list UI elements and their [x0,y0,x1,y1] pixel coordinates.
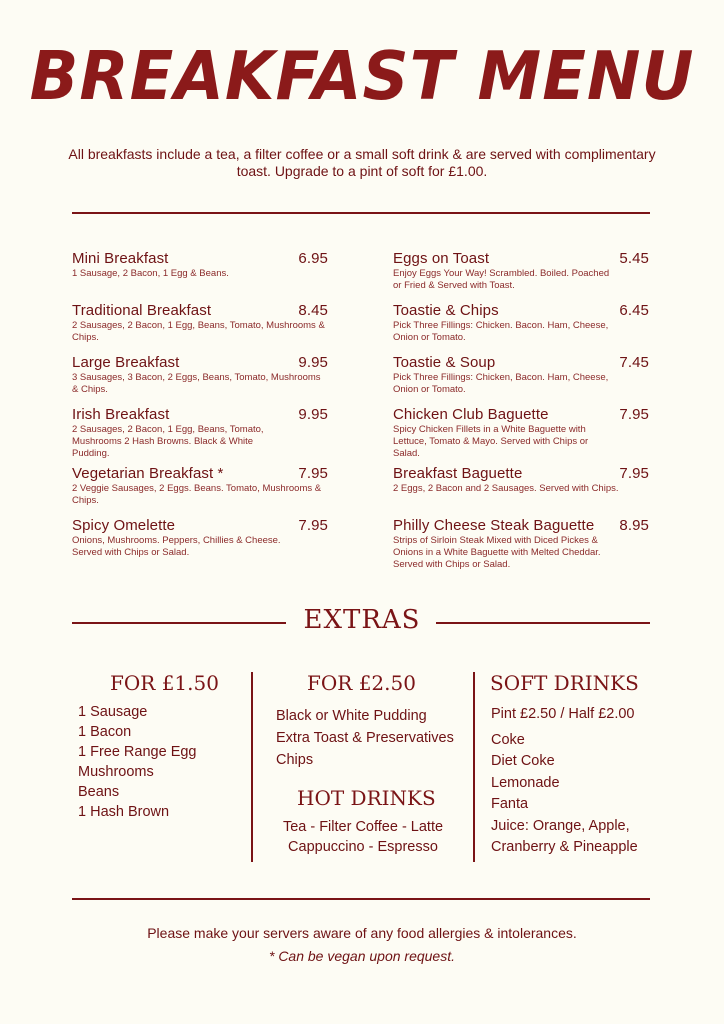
menu-item [393,354,649,396]
list-item: Cranberry & Pineapple [491,839,638,855]
list-item: Chips [276,752,314,768]
list-item: Diet Coke [491,753,555,769]
item-price: 6.45 [619,302,649,319]
menu-item [72,465,328,507]
item-name: Toastie & Chips [393,302,499,319]
list-item: Juice: Orange, Apple, [491,817,630,834]
item-name: Vegetarian Breakfast * [72,465,224,482]
menu-item [72,406,328,460]
item-name: Eggs on Toast [393,250,490,267]
item-price: 5.45 [619,250,649,267]
menu-item [72,302,328,344]
soft-drinks-heading: SOFT DRINKS [490,671,639,695]
intro-text: All breakfasts include a tea, a filter coffee or a small soft drink & are served with complimentary toast. Upgrade to a pint of soft for £1.00. [68,146,656,179]
item-name: Spicy Omelette [72,517,176,534]
menu-item [72,250,328,280]
item-price: 6.95 [298,250,328,267]
menu-item [393,406,649,460]
divider-bottom [72,898,650,900]
item-price: 8.95 [619,517,649,534]
item-description: 2 Sausages, 2 Bacon, 1 Egg, Beans, Tomato, Mushrooms & Chips. [72,320,325,343]
extras-rule-right [436,622,650,624]
item-name: Philly Cheese Steak Baguette [393,517,595,534]
vegan-note-text: Can be vegan upon request. [278,948,456,964]
extras-heading-1-50: FOR £1.50 [110,671,219,695]
item-description: Spicy Chicken Fillets in a White Baguette with Lettuce, Tomato & Mayo. Served with Chips or Salad. [393,424,589,459]
list-item: Black or White Pudding [276,708,427,724]
list-item: 1 Bacon [78,724,132,740]
item-name: Breakfast Baguette [393,465,523,482]
item-description: Strips of Sirloin Steak Mixed with Diced Pickes & Onions in a White Baguette with Melted Cheddar. Served with Chips or Salad. [393,535,601,570]
soft-drinks-list [491,704,638,859]
item-price: 7.45 [619,354,649,371]
item-name: Traditional Breakfast [72,302,212,319]
menu-item [393,465,649,495]
list-item: 1 Sausage [78,704,148,720]
item-description: 3 Sausages, 3 Bacon, 2 Eggs, Beans, Tomato, Mushrooms & Chips. [72,372,321,395]
item-description: Enjoy Eggs Your Way! Scrambled. Boiled. Poached or Fried & Served with Toast. [393,268,610,291]
list-item: Mushrooms [78,764,154,780]
item-price: 7.95 [298,517,328,534]
item-name: Toastie & Soup [393,354,496,371]
list-item: 1 Free Range Egg [78,744,197,760]
item-name: Mini Breakfast [72,250,169,267]
extras-list-2-50 [276,705,454,771]
item-price: 7.95 [619,465,649,482]
extras-title: EXTRAS [303,605,421,635]
item-price: 7.95 [619,406,649,423]
item-description: 2 Eggs, 2 Bacon and 2 Sausages. Served with Chips. [393,483,619,494]
item-price: 8.45 [298,302,328,319]
vegan-note [0,948,724,964]
item-description: 2 Veggie Sausages, 2 Eggs. Beans. Tomato, Mushrooms & Chips. [72,483,322,506]
item-name: Chicken Club Baguette [393,406,549,423]
list-item: Lemonade [491,774,560,791]
list-item: 1 Hash Brown [78,804,170,820]
menu-item [393,250,649,292]
menu-item [72,354,328,396]
item-name: Irish Breakfast [72,406,170,423]
menu-item [393,517,649,571]
list-item: Coke [491,731,525,748]
menu-item [393,302,649,344]
item-description: Pick Three Fillings: Chicken, Bacon. Ham, Cheese, Onion or Tomato. [393,372,609,395]
list-item: Cappuccino - Espresso [288,839,438,855]
item-description: 2 Sausages, 2 Bacon, 1 Egg, Beans, Tomato, Mushrooms 2 Hash Browns. Black & White Pudding. [72,424,264,459]
hot-drinks-list [252,817,474,857]
extras-list-1-50 [78,702,197,822]
item-price: 9.95 [298,406,328,423]
item-description: Onions, Mushrooms. Peppers, Chillies & Cheese. Served with Chips or Salad. [72,535,281,558]
list-item: Pint £2.50 / Half £2.00 [491,706,635,722]
divider-top [72,212,650,214]
list-item: Extra Toast & Preservatives [276,730,454,746]
menu-item [72,517,328,559]
list-item: Tea - Filter Coffee - Latte [282,819,444,835]
list-item: Fanta [491,796,529,812]
item-name: Large Breakfast [72,354,180,371]
asterisk-icon: * [268,948,275,964]
item-price: 7.95 [298,465,328,482]
hot-drinks-heading: HOT DRINKS [297,786,436,810]
item-description: 1 Sausage, 2 Bacon, 1 Egg & Beans. [72,268,229,279]
extras-heading-2-50: FOR £2.50 [307,671,416,695]
menu-title: BREAKFAST MENU [29,38,695,116]
item-price: 9.95 [298,354,328,371]
item-description: Pick Three Fillings: Chicken. Bacon. Ham, Cheese, Onion or Tomato. [393,320,609,343]
list-item: Beans [78,784,120,800]
allergy-notice: Please make your servers aware of any food allergies & intolerances. [147,925,577,941]
